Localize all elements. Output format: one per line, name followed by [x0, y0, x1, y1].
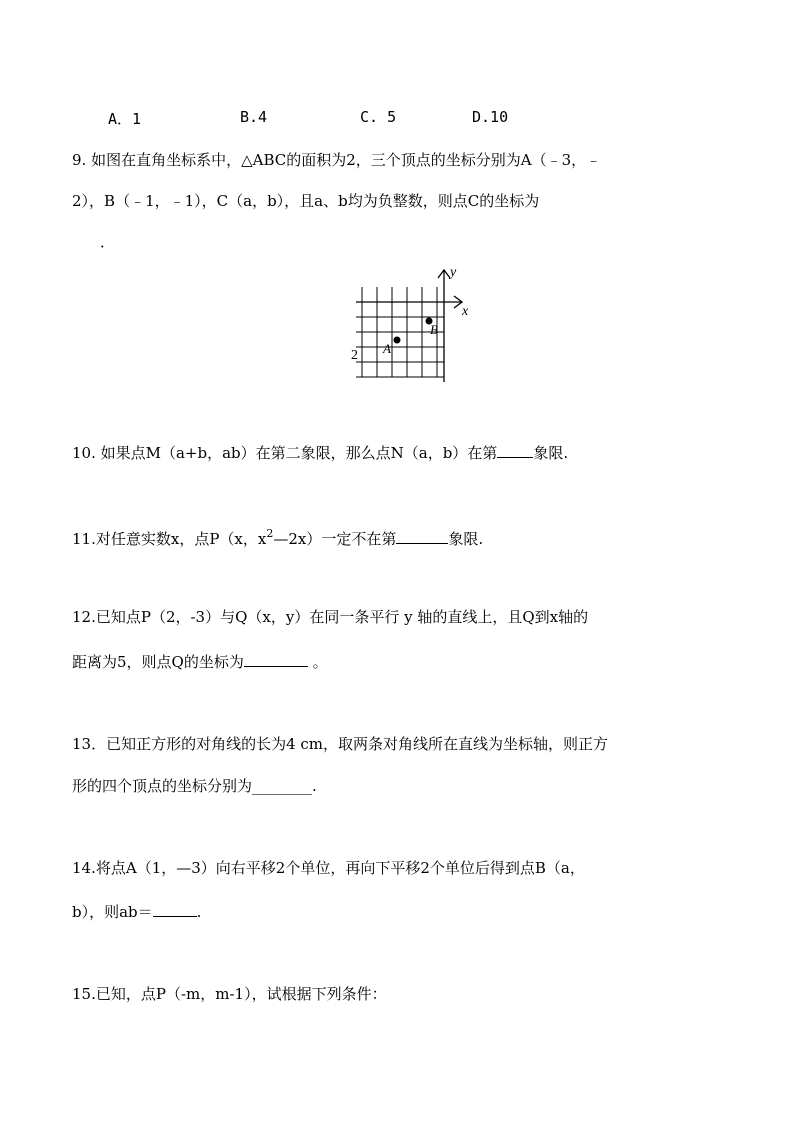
option-a: A．1	[108, 110, 142, 128]
coordinate-grid-figure	[340, 262, 480, 382]
question-9-line-1: 9. 如图在直角坐标系中，△ABC的面积为2，三个顶点的坐标分别为A（﹣3，﹣	[72, 151, 602, 169]
question-11-text-mid: —2x）一定不在第	[273, 530, 397, 548]
axes	[356, 270, 462, 382]
question-13-line-1: 13．已知正方形的对角线的长为4 cm，取两条对角线所在直线为坐标轴，则正方	[72, 735, 609, 753]
question-12-line-1: 12.已知点P（2，-3）与Q（x，y）在同一条平行 y 轴的直线上，且Q到x轴的	[72, 608, 589, 626]
question-10-text: 10. 如果点M（a+b，ab）在第二象限，那么点N（a，b）在第	[72, 444, 498, 462]
superscript-2: 2	[266, 527, 274, 540]
point-b-label: B	[430, 322, 438, 337]
option-d: D.10	[472, 108, 509, 126]
question-15-line-1: 15.已知，点P（-m，m-1），试根据下列条件：	[72, 985, 387, 1003]
x-axis-label: x	[462, 304, 469, 319]
y-axis-label: y	[450, 265, 457, 280]
question-14-line-1: 14.将点A（1，—3）向右平移2个单位，再向下平移2个单位后得到点B（a，	[72, 859, 585, 877]
question-11-text: 11.对任意实数x，点P（x，x	[72, 530, 267, 548]
question-10-text-end: 象限.	[533, 444, 569, 462]
option-c: C. 5	[360, 108, 397, 126]
answer-blank	[244, 650, 308, 667]
point-a-label: A	[383, 341, 391, 356]
question-14-line-2	[72, 900, 201, 922]
question-9-line-3: ．	[100, 233, 116, 251]
option-b: B.4	[240, 108, 268, 126]
question-14-text-end: .	[196, 903, 202, 921]
question-10	[72, 441, 568, 463]
question-11	[72, 527, 483, 551]
question-12-text: 距离为5，则点Q的坐标为	[72, 653, 244, 671]
answer-blank	[396, 527, 448, 544]
question-9-line-2: 2），B（﹣1，﹣1），C（a，b），且a、b均为负整数，则点C的坐标为	[72, 192, 540, 210]
question-14-text: b），则ab＝	[72, 903, 153, 921]
answer-blank	[153, 900, 197, 917]
question-12-text-end: 。	[307, 653, 328, 671]
question-13-line-2: 形的四个顶点的坐标分别为________.	[72, 777, 317, 795]
answer-blank	[497, 441, 533, 458]
side-label: 2	[351, 348, 358, 363]
point-a	[394, 337, 401, 344]
question-11-text-end: 象限.	[448, 530, 484, 548]
question-12-line-2	[72, 650, 328, 672]
